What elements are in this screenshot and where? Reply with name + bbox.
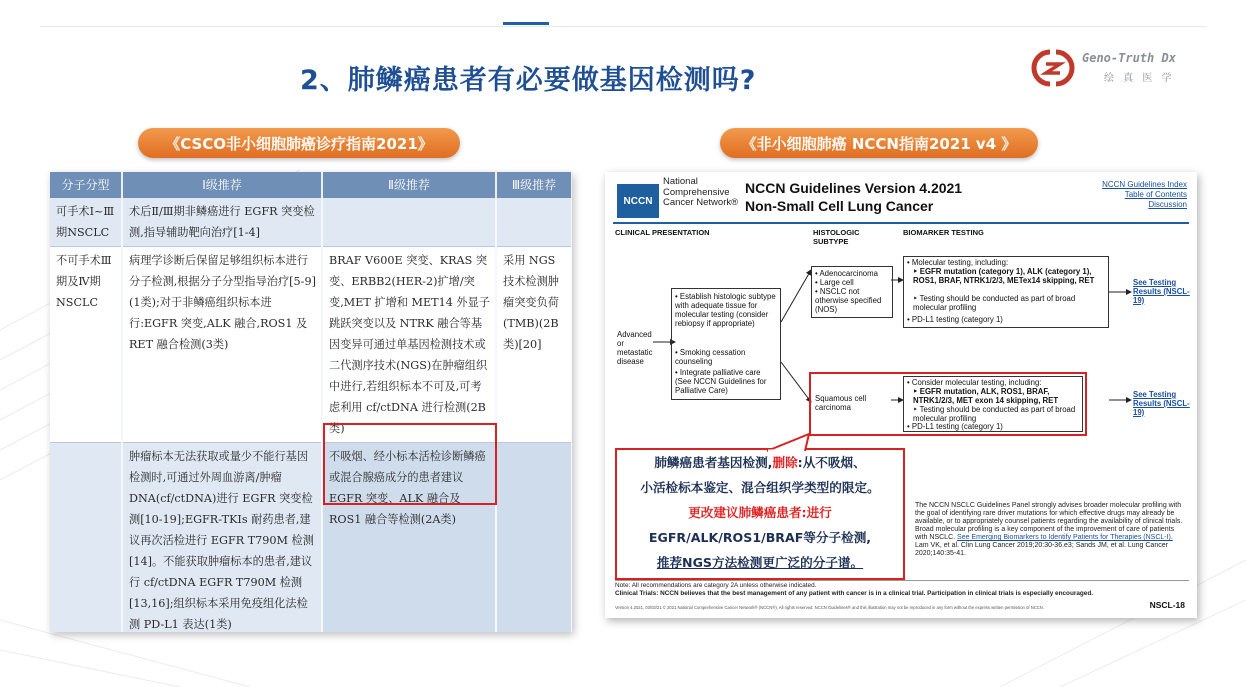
testing-item: ‣ Testing should be conducted as part of broad molecular profiling xyxy=(913,405,1076,423)
header-level-2: Ⅱ级推荐 xyxy=(322,172,496,198)
table-cell: BRAF V600E 突变、KRAS 突变、ERBB2(HER-2)扩增/突变,MET 扩增和 MET14 外显子跳跃突变以及 NTRK 融合等基因变异可通过单基因检测技术或二代测序技术(NGS)在肿瘤组织中进行,若组织标本不可及,可考虑利用 cf/ctDNA 进行检测(2B类) xyxy=(322,247,496,443)
nccn-cancer-title: Non-Small Cell Lung Cancer xyxy=(745,198,934,214)
table-cell xyxy=(322,198,496,247)
callout-text: 肺鳞癌患者基因检测, xyxy=(654,455,773,470)
nccn-logo: NCCN xyxy=(617,184,659,218)
table-cell: 术后Ⅱ/Ⅲ期非鳞癌进行 EGFR 突变检测,指导辅助靶向治疗[1-4] xyxy=(122,198,322,247)
footnote-link[interactable]: See Emerging Biomarkers to Identify Patients for Therapies (NSCL-I). xyxy=(957,534,1173,541)
table-cell: 肿瘤标本无法获取或量少不能行基因检测时,可通过外周血游离/肿瘤 DNA(cf/ctDNA)进行 EGFR 突变检测[10-19];EGFR-TKIs 耐药患者,建议再次活检进行 EGFR T790M 检测[14]。不能获取肿瘤标本的患者,建议行 cf/ctDNA EGFR T790M 检测[13,16];组织标本采用免疫组化法检测 PD-L1 表达(1类) xyxy=(122,443,322,633)
testing-item: ‣ Testing should be conducted as part of broad molecular profiling xyxy=(913,294,1076,312)
note-line: Clinical Trials: NCCN believes that the best management of any patient with cancer is in a clinical trial. Participation in clinical trials is especially encouraged. xyxy=(615,590,1094,597)
testing-item: • PD-L1 testing (category 1) xyxy=(907,422,1003,431)
top-rule xyxy=(40,26,1206,27)
table-cell: 不吸烟、经小标本活检诊断鳞癌或混合腺癌成分的患者建议 EGFR 突变、ALK 融合及 ROS1 融合等检测(2A类) xyxy=(322,443,496,633)
nccn-discussion-link[interactable]: Discussion xyxy=(1148,200,1187,209)
see-testing-link[interactable]: See Testing Results (NSCL-19) xyxy=(1133,278,1190,305)
subtype-item: • NSCLC not otherwise specified (NOS) xyxy=(815,287,882,314)
subtype-item: • Adenocarcinoma xyxy=(815,269,878,278)
note-line: Note: All recommendations are category 2A unless otherwise indicated. xyxy=(615,582,817,589)
nccn-page-number: NSCL-18 xyxy=(1149,600,1185,610)
nccn-guideline-pill: 《非小细胞肺癌 NCCN指南2021 v4 》 xyxy=(720,128,1038,158)
callout-pointer xyxy=(765,432,825,452)
table-cell xyxy=(496,443,572,633)
testing-item: • PD-L1 testing (category 1) xyxy=(907,315,1003,324)
testing-item: • Consider molecular testing, including: xyxy=(907,378,1042,387)
logo-text-en: Geno-Truth Dx xyxy=(1082,51,1176,65)
red-callout-box xyxy=(615,448,905,580)
nccn-notes xyxy=(615,580,1189,598)
table-cell: 采用 NGS 技术检测肿瘤突变负荷(TMB)(2B类)[20] xyxy=(496,247,572,443)
nccn-page-panel xyxy=(605,172,1197,618)
top-accent xyxy=(503,22,549,25)
nccn-copyright: Version 4.2021, 03/03/21 © 2021 National Comprehensive Cancer Network® (NCCN®), All rights reserved. NCCN Guidelines® and this illustration may not be reproduced in any form without the express written permission of NCCN. xyxy=(615,605,1044,610)
col-biomarker-testing: BIOMARKER TESTING xyxy=(903,228,984,237)
csco-highlight-box xyxy=(323,423,497,505)
nccn-version-title: NCCN Guidelines Version 4.2021 xyxy=(745,180,963,196)
nccn-index-link[interactable]: NCCN Guidelines Index xyxy=(1102,180,1187,189)
callout-text: 推荐NGS方法检测更广泛的分子谱。 xyxy=(656,555,864,570)
nccn-toc-link[interactable]: Table of Contents xyxy=(1124,190,1187,199)
table-cell xyxy=(496,198,572,247)
csco-table xyxy=(50,172,572,632)
footnote-text: The NCCN NSCLC Guidelines Panel strongly advises broader molecular profiling with the goal of identifying rare driver mutations for which effective drugs may already be available, or to appropriately counsel patients regarding the availability of clinical trials. Broad molecular profiling is a key component of the improvement of care of patients with NSCLC. xyxy=(915,502,1183,541)
testing-item: ‣ EGFR mutation, ALK, ROS1, BRAF, NTRK1/2/3, MET exon 14 skipping, RET xyxy=(913,387,1059,405)
table-cell xyxy=(50,443,122,633)
squamous-subtype: Squamous cell carcinoma xyxy=(815,394,867,412)
testing-item: • Molecular testing, including: xyxy=(907,258,1009,267)
establish-item: • Smoking cessation counseling xyxy=(675,348,746,366)
header-level-3: Ⅲ级推荐 xyxy=(496,172,572,198)
callout-text: EGFR/ALK/ROS1/BRAF等分子检测, xyxy=(648,530,872,545)
page-title: 2、肺鳞癌患者有必要做基因检测吗? xyxy=(300,65,757,96)
logo-text-cn: 绘 真 医 学 xyxy=(1104,73,1175,84)
csco-guideline-pill: 《CSCO非小细胞肺癌诊疗指南2021》 xyxy=(138,128,460,158)
col-clinical-presentation: CLINICAL PRESENTATION xyxy=(615,228,710,237)
nccn-org-name: National Comprehensive Cancer Network® xyxy=(663,176,739,208)
table-cell: 不可手术Ⅲ期及Ⅳ期NSCLC xyxy=(50,247,122,443)
subtype-item: • Large cell xyxy=(815,278,854,287)
logo-mark-icon xyxy=(1030,44,1076,90)
establish-item: • Integrate palliative care (See NCCN Guidelines for Palliative Care) xyxy=(675,368,767,395)
presentation-text: Advanced or metastatic disease xyxy=(617,330,653,366)
header-level-1: Ⅰ级推荐 xyxy=(122,172,322,198)
col-histologic-subtype: HISTOLOGIC SUBTYPE xyxy=(813,228,860,246)
callout-text: 删除 xyxy=(772,455,798,470)
testing-item: ‣ EGFR mutation (category 1), ALK (category 1), ROS1, BRAF, NTRK1/2/3, METex14 skipping, RET xyxy=(913,267,1095,285)
callout-text: 小活检标本鉴定、混合组织学类型的限定。 xyxy=(640,480,880,495)
callout-text: 更改建议肺鳞癌患者:进行 xyxy=(688,505,832,520)
table-cell: 病理学诊断后保留足够组织标本进行分子检测,根据分子分型指导治疗[5-9](1类);对于非鳞癌组织标本进行:EGFR 突变,ALK 融合,ROS1 及 RET 融合检测(3类) xyxy=(122,247,322,443)
see-testing-link[interactable]: See Testing Results (NSCL-19) xyxy=(1133,390,1190,417)
callout-text: :从不吸烟、 xyxy=(797,455,866,470)
table-cell: 可手术Ⅰ~Ⅲ期NSCLC xyxy=(50,198,122,247)
footnote-reference: Lam VK, et al. Clin Lung Cancer 2019;20:30-36.e3; Sands JM, et al. Lung Cancer 2020;140:35-41. xyxy=(915,542,1168,557)
establish-item: • Establish histologic subtype with adequate tissue for molecular testing (consider rebiopsy if appropriate) xyxy=(675,292,776,328)
csco-table-panel xyxy=(50,172,572,632)
nccn-footnotes xyxy=(915,502,1185,558)
header-molecular-type: 分子分型 xyxy=(50,172,122,198)
company-logo xyxy=(1030,44,1220,92)
